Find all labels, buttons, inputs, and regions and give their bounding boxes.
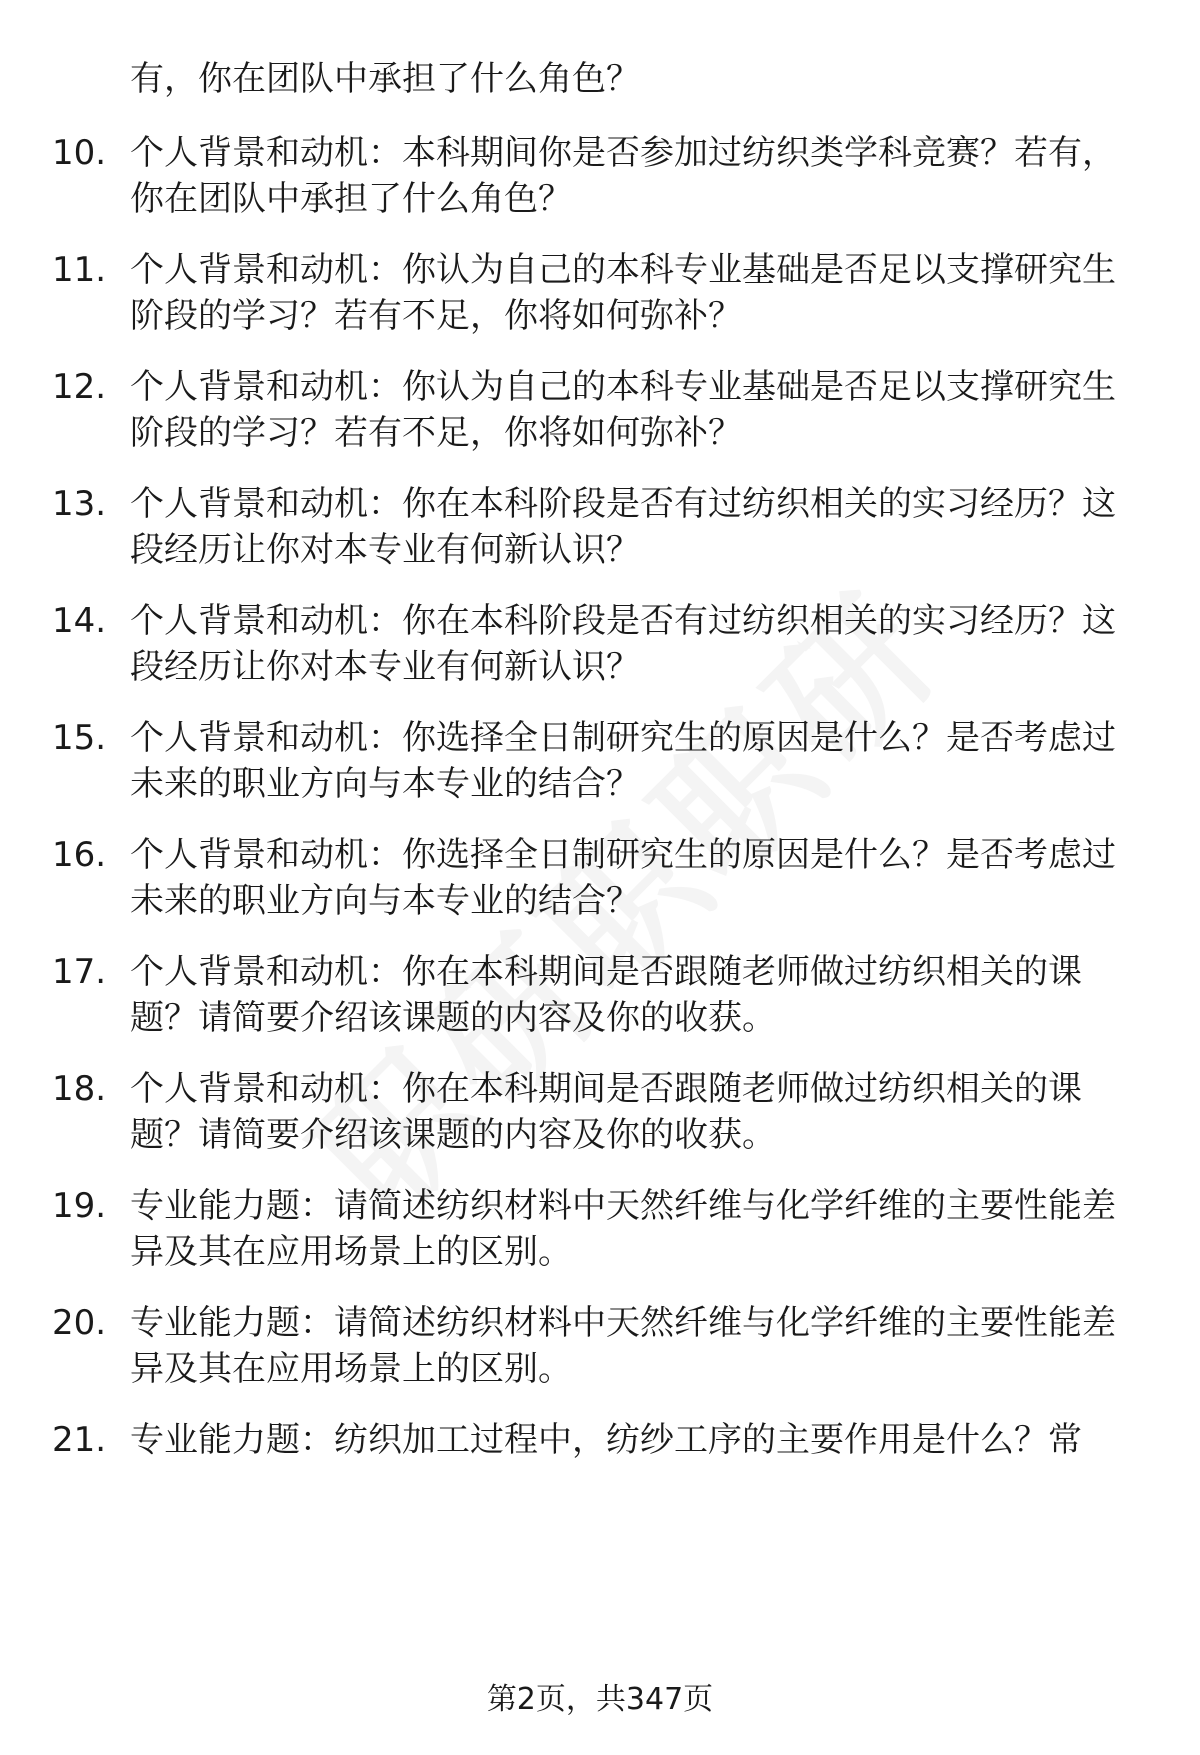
item-number: 11. — [52, 250, 107, 290]
item-text: 个人背景和动机：你选择全日制研究生的原因是什么？是否考虑过未来的职业方向与本专业的结合？ — [130, 835, 1116, 921]
item-number: 19. — [52, 1186, 107, 1226]
item-text: 个人背景和动机：你在本科阶段是否有过纺织相关的实习经历？这段经历让你对本专业有何新认识？ — [130, 484, 1116, 570]
item-text: 个人背景和动机：你认为自己的本科专业基础是否足以支撑研究生阶段的学习？若有不足，你将如何弥补？ — [130, 367, 1116, 453]
item-text: 个人背景和动机：你在本科期间是否跟随老师做过纺织相关的课题？请简要介绍该课题的内容及你的收获。 — [130, 1069, 1082, 1155]
item-number: 13. — [52, 484, 107, 524]
item-text: 专业能力题：请简述纺织材料中天然纤维与化学纤维的主要性能差异及其在应用场景上的区别。 — [130, 1303, 1116, 1389]
item-text: 个人背景和动机：你认为自己的本科专业基础是否足以支撑研究生阶段的学习？若有不足，你将如何弥补？ — [130, 250, 1116, 336]
item-text: 专业能力题：纺织加工过程中，纺纱工序的主要作用是什么？常 — [130, 1420, 1082, 1460]
item-number: 18. — [52, 1069, 107, 1109]
item-number: 10. — [52, 133, 107, 173]
item-number: 17. — [52, 952, 107, 992]
item-number: 21. — [52, 1420, 107, 1460]
item-number: 12. — [52, 367, 107, 407]
item-text: 个人背景和动机：你在本科期间是否跟随老师做过纺织相关的课题？请简要介绍该课题的内容及你的收获。 — [130, 952, 1082, 1038]
item-text: 专业能力题：请简述纺织材料中天然纤维与化学纤维的主要性能差异及其在应用场景上的区别。 — [130, 1186, 1116, 1272]
item-number: 20. — [52, 1303, 107, 1343]
item-text: 个人背景和动机：本科期间你是否参加过纺织类学科竞赛？若有，你在团队中承担了什么角色？ — [130, 133, 1116, 219]
page-footer: 第2页，共347页 — [486, 1682, 714, 1717]
item-number: 15. — [52, 718, 107, 758]
continued-text: 有，你在团队中承担了什么角色？ — [130, 59, 640, 99]
item-text: 个人背景和动机：你在本科阶段是否有过纺织相关的实习经历？这段经历让你对本专业有何新认识？ — [130, 601, 1116, 687]
item-text: 个人背景和动机：你选择全日制研究生的原因是什么？是否考虑过未来的职业方向与本专业的结合？ — [130, 718, 1116, 804]
item-number: 16. — [52, 835, 107, 875]
item-number: 14. — [52, 601, 107, 641]
